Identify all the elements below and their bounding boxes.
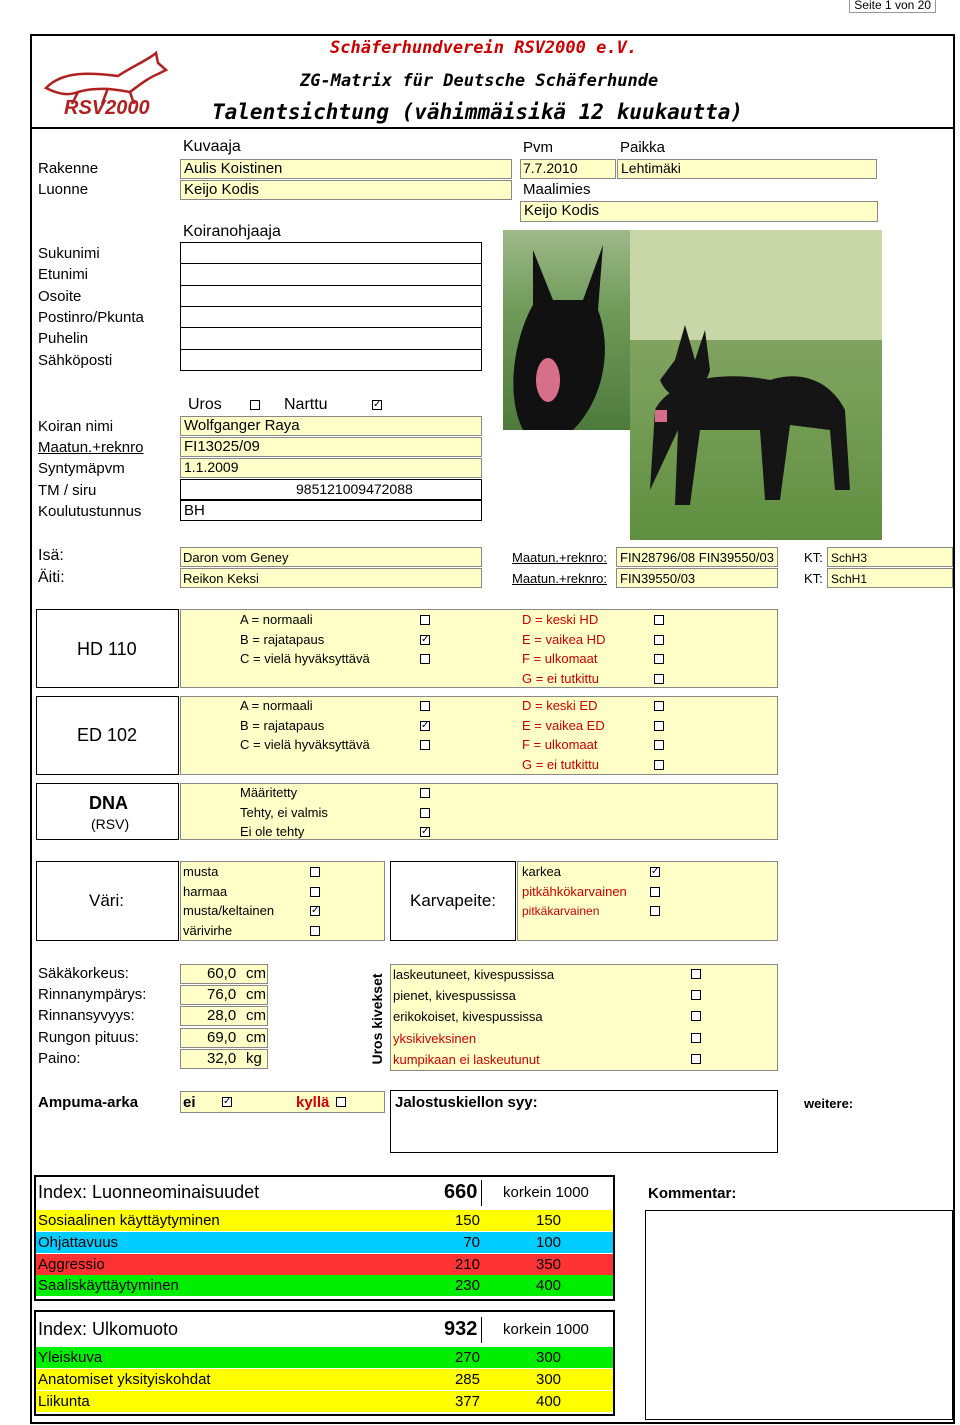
shooting-ei-label: ei xyxy=(183,1094,196,1111)
isa-label: Isä: xyxy=(38,547,64,564)
measure-value: 28,0 xyxy=(207,1007,237,1025)
character-max-label: korkein 1000 xyxy=(503,1184,589,1201)
hd-option-label: E = vaikea HD xyxy=(522,631,606,647)
index-row-value: 150 xyxy=(454,1212,480,1229)
maalimies-field[interactable]: Keijo Kodis xyxy=(520,201,878,222)
coat-option-label: pitkäkarvainen xyxy=(522,904,600,918)
testes-option-checkbox[interactable] xyxy=(691,1054,701,1064)
narttu-label: Narttu xyxy=(284,396,328,413)
dog-name-label: Koiran nimi xyxy=(38,418,114,435)
index-row-max: 400 xyxy=(536,1277,562,1295)
index-row-value: 285 xyxy=(454,1370,480,1388)
color-label-box xyxy=(36,861,179,941)
measure-value: 60,0 xyxy=(207,965,237,982)
aiti-kt-label: KT: xyxy=(804,571,823,586)
coat-label-box xyxy=(390,861,516,941)
ed-option-label: E = vaikea ED xyxy=(522,717,605,733)
dna-option-checkbox[interactable] xyxy=(420,808,430,818)
rakenne-field[interactable]: Aulis Koistinen xyxy=(180,159,512,179)
index-row xyxy=(36,1210,613,1231)
club-name: Schäferhundverein RSV2000 e.V. xyxy=(330,38,638,58)
handler-field-label: Etunimi xyxy=(38,266,89,284)
character-index-total: 660 xyxy=(444,1181,478,1203)
testes-option-checkbox[interactable] xyxy=(691,969,701,979)
measure-label: Rinnansyvyys: xyxy=(38,1007,135,1025)
breeding-ban-box[interactable] xyxy=(390,1090,778,1153)
color-option-label: värivirhe xyxy=(183,922,233,938)
measure-label: Säkäkorkeus: xyxy=(38,965,129,982)
luonne-field[interactable]: Keijo Kodis xyxy=(180,180,512,200)
handler-field-input[interactable] xyxy=(180,242,482,264)
index-row-max: 350 xyxy=(536,1255,562,1273)
dna-option-label: Tehty, ei valmis xyxy=(240,804,328,820)
testes-option-label: yksikiveksinen xyxy=(393,1030,477,1046)
maalimies-label: Maalimies xyxy=(523,181,591,198)
coat-option-label: pitkähkökarvainen xyxy=(522,883,627,899)
handler-field-input[interactable] xyxy=(180,306,482,328)
testes-option-checkbox[interactable] xyxy=(691,1011,701,1021)
index-row xyxy=(36,1232,613,1253)
uros-label: Uros xyxy=(188,396,222,413)
aiti-kt-field[interactable]: SchH1 xyxy=(827,568,953,588)
aiti-label: Äiti: xyxy=(38,569,65,586)
dna-label: DNA xyxy=(89,793,128,813)
dna-label-box xyxy=(36,783,179,840)
index-row xyxy=(36,1369,613,1390)
testes-option-checkbox[interactable] xyxy=(691,990,701,1000)
shooting-options-box xyxy=(180,1091,385,1113)
birth-field[interactable]: 1.1.2009 xyxy=(180,458,482,478)
handler-field-input[interactable] xyxy=(180,349,482,371)
dna-option-checkbox[interactable]: ✓ xyxy=(421,826,430,837)
header-divider xyxy=(30,127,955,129)
coat-option-checkbox[interactable]: ✓ xyxy=(651,866,660,877)
body-index-total: 932 xyxy=(444,1318,478,1340)
dog-name-field[interactable]: Wolfganger Raya xyxy=(180,416,482,436)
matrix-subtitle: ZG-Matrix für Deutsche Schäferhunde xyxy=(300,71,659,91)
hd-option-checkbox[interactable] xyxy=(420,654,430,664)
aiti-reg-label: Maatun.+reknro: xyxy=(512,571,608,586)
hd-score: HD 110 xyxy=(77,639,137,659)
dna-option-label: Määritetty xyxy=(240,785,298,800)
coat-label: Karvapeite: xyxy=(410,891,496,910)
index-row-label: Ohjattavuus xyxy=(38,1233,119,1251)
rsv2000-logo xyxy=(38,48,178,118)
color-option-label: harmaa xyxy=(183,883,228,899)
body-max-label: korkein 1000 xyxy=(503,1321,589,1338)
kuvaaja-label: Kuvaaja xyxy=(183,138,241,155)
logo-text: RSV2000 xyxy=(64,97,150,118)
ed-label-box xyxy=(36,696,179,775)
dog-head-photo xyxy=(503,230,630,430)
hd-option-checkbox[interactable]: ✓ xyxy=(421,633,430,645)
koiranohjaaja-heading: Koiranohjaaja xyxy=(183,223,281,240)
hd-option-label: G = ei tutkittu xyxy=(522,670,599,686)
isa-reg-field[interactable]: FIN28796/08 FIN39550/03 xyxy=(616,547,778,567)
ed-option-checkbox[interactable] xyxy=(654,760,664,770)
color-option-label: musta/keltainen xyxy=(183,903,275,918)
index-row-max: 150 xyxy=(536,1212,562,1229)
testes-option-label: kumpikaan ei laskeutunut xyxy=(393,1051,540,1067)
tm-label: TM / siru xyxy=(38,482,97,499)
hd-option-label: A = normaali xyxy=(240,612,313,627)
index-row xyxy=(36,1347,613,1368)
index-row-max: 300 xyxy=(536,1349,562,1366)
index-row-value: 210 xyxy=(454,1255,480,1273)
character-index-title: Index: Luonneominaisuudet xyxy=(38,1182,260,1202)
handler-field-label: Postinro/Pkunta xyxy=(38,308,144,326)
coat-option-checkbox[interactable] xyxy=(650,887,660,897)
index-row-label: Liikunta xyxy=(38,1392,90,1410)
paikka-label: Paikka xyxy=(620,139,666,156)
rakenne-label: Rakenne xyxy=(38,160,99,177)
ed-option-label: C = vielä hyväksyttävä xyxy=(240,737,370,752)
index-row-label: Saaliskäyttäytyminen xyxy=(38,1277,179,1295)
dna-option-label: Ei ole tehty xyxy=(240,824,305,839)
measure-unit: kg xyxy=(246,1049,262,1067)
index-row-label: Aggressio xyxy=(38,1255,105,1273)
coat-option-checkbox[interactable] xyxy=(650,906,660,916)
measure-unit: cm xyxy=(246,965,266,982)
hd-option-label: F = ulkomaat xyxy=(522,651,598,666)
body-index-title: Index: Ulkomuoto xyxy=(38,1319,179,1339)
hd-option-checkbox[interactable] xyxy=(654,654,664,664)
aiti-reg-field[interactable]: FIN39550/03 xyxy=(616,568,778,588)
ed-option-label: B = rajatapaus xyxy=(240,717,325,733)
uros-checkbox[interactable] xyxy=(250,400,260,410)
pvm-label: Pvm xyxy=(523,139,553,156)
luonne-label: Luonne xyxy=(38,181,89,198)
measure-value: 76,0 xyxy=(207,986,237,1004)
index-row-label: Anatomiset yksityiskohdat xyxy=(38,1370,211,1388)
index-row-value: 270 xyxy=(454,1349,480,1366)
isa-kt-label: KT: xyxy=(804,550,823,565)
handler-field-label: Puhelin xyxy=(38,330,89,348)
hd-option-checkbox[interactable] xyxy=(654,635,664,645)
tm-value: 985121009472088 xyxy=(296,481,413,497)
tm-field[interactable] xyxy=(180,479,482,500)
dog-full-photo xyxy=(630,230,882,540)
hd-label-box xyxy=(36,609,179,688)
page-title: Talentsichtung (vähimmäisikä 12 kuukautta) xyxy=(212,100,744,124)
breeding-ban-label: Jalostuskiellon syy: xyxy=(395,1094,538,1111)
dna-option-checkbox[interactable] xyxy=(420,788,430,798)
measure-value: 32,0 xyxy=(207,1049,237,1067)
index-row xyxy=(36,1391,613,1412)
paikka-field[interactable]: Lehtimäki xyxy=(617,159,877,179)
hd-option-checkbox[interactable] xyxy=(654,615,664,625)
index-row-label: Yleiskuva xyxy=(38,1349,103,1366)
ed-option-checkbox[interactable] xyxy=(654,701,664,711)
measure-label: Rinnanympärys: xyxy=(38,986,147,1004)
testes-option-label: pienet, kivespussissa xyxy=(393,988,516,1004)
handler-bottom-line xyxy=(180,370,482,371)
handler-field-input[interactable] xyxy=(180,327,482,349)
index-row-max: 100 xyxy=(536,1233,562,1251)
ed-option-label: F = ulkomaat xyxy=(522,737,598,752)
hd-option-label: D = keski HD xyxy=(522,612,599,627)
ed-option-checkbox[interactable] xyxy=(654,740,664,750)
index-row-value: 377 xyxy=(454,1392,480,1410)
handler-field-input[interactable] xyxy=(180,285,482,307)
ed-option-checkbox[interactable] xyxy=(420,740,430,750)
index-row-max: 400 xyxy=(536,1392,562,1410)
index-row xyxy=(36,1275,613,1296)
body-total-divider xyxy=(481,1317,482,1343)
isa-reg-label: Maatun.+reknro: xyxy=(512,550,608,565)
narttu-checkbox[interactable]: ✓ xyxy=(373,399,382,410)
color-option-checkbox[interactable]: ✓ xyxy=(311,905,320,916)
aiti-name-field[interactable]: Reikon Keksi xyxy=(180,568,482,588)
color-option-checkbox[interactable] xyxy=(310,867,320,877)
index-row-max: 300 xyxy=(536,1370,562,1388)
index-row-label: Sosiaalinen käyttäytyminen xyxy=(38,1212,220,1229)
training-label: Koulutustunnus xyxy=(38,503,142,520)
color-option-label: musta xyxy=(183,864,219,879)
hd-option-checkbox[interactable] xyxy=(420,615,430,625)
character-total-divider xyxy=(481,1180,482,1206)
index-row-value: 70 xyxy=(463,1233,480,1251)
shooting-kylla-checkbox[interactable] xyxy=(336,1097,346,1107)
testes-option-label: erikokoiset, kivespussissa xyxy=(393,1009,543,1025)
shooting-kylla-label: kyllä xyxy=(296,1094,330,1111)
index-row xyxy=(36,1254,613,1275)
testes-label: Uros kivekset xyxy=(369,973,385,1065)
measure-label: Paino: xyxy=(38,1049,81,1067)
dog-reg-field[interactable]: FI13025/09 xyxy=(180,437,482,457)
dna-sublabel: (RSV) xyxy=(91,816,130,832)
training-field[interactable]: BH xyxy=(180,500,482,521)
handler-field-input[interactable] xyxy=(180,263,482,285)
birth-label: Syntymäpvm xyxy=(38,460,125,477)
isa-name-field[interactable]: Daron vom Geney xyxy=(180,547,482,567)
dog-reg-label: Maatun.+reknro xyxy=(38,439,144,456)
ed-option-checkbox[interactable]: ✓ xyxy=(421,719,430,731)
ed-option-label: A = normaali xyxy=(240,698,313,713)
handler-field-label: Sukunimi xyxy=(38,245,100,262)
measure-label: Rungon pituus: xyxy=(38,1028,139,1046)
testes-option-checkbox[interactable] xyxy=(691,1033,701,1043)
further-label: weitere: xyxy=(804,1096,854,1111)
page-label: Seite 1 von 20 xyxy=(849,0,936,13)
shooting-ei-checkbox[interactable]: ✓ xyxy=(223,1096,232,1107)
hd-option-checkbox[interactable] xyxy=(654,674,664,684)
handler-field-label: Osoite xyxy=(38,287,82,305)
ed-option-label: G = ei tutkittu xyxy=(522,756,599,772)
ed-option-label: D = keski ED xyxy=(522,698,598,713)
color-option-checkbox[interactable] xyxy=(310,887,320,897)
isa-kt-field[interactable]: SchH3 xyxy=(827,547,953,567)
ed-score: ED 102 xyxy=(77,725,138,745)
hd-option-label: B = rajatapaus xyxy=(240,631,325,647)
ed-option-checkbox[interactable] xyxy=(654,721,664,731)
measure-unit: cm xyxy=(246,986,266,1004)
pvm-field[interactable]: 7.7.2010 xyxy=(520,159,616,179)
handler-field-label: Sähköposti xyxy=(38,351,113,369)
measure-unit: cm xyxy=(246,1028,266,1046)
shooting-label: Ampuma-arka xyxy=(38,1094,139,1111)
index-row-value: 230 xyxy=(454,1277,480,1295)
comment-label: Kommentar: xyxy=(648,1185,737,1202)
testes-option-label: laskeutuneet, kivespussissa xyxy=(393,967,555,982)
comment-box[interactable] xyxy=(645,1210,953,1420)
coat-option-label: karkea xyxy=(522,864,562,879)
color-label: Väri: xyxy=(89,891,124,910)
ed-option-checkbox[interactable] xyxy=(420,701,430,711)
testes-label-container xyxy=(366,970,388,1068)
measure-unit: cm xyxy=(246,1007,266,1025)
color-option-checkbox[interactable] xyxy=(310,926,320,936)
hd-option-label: C = vielä hyväksyttävä xyxy=(240,651,370,666)
measure-value: 69,0 xyxy=(207,1028,237,1046)
